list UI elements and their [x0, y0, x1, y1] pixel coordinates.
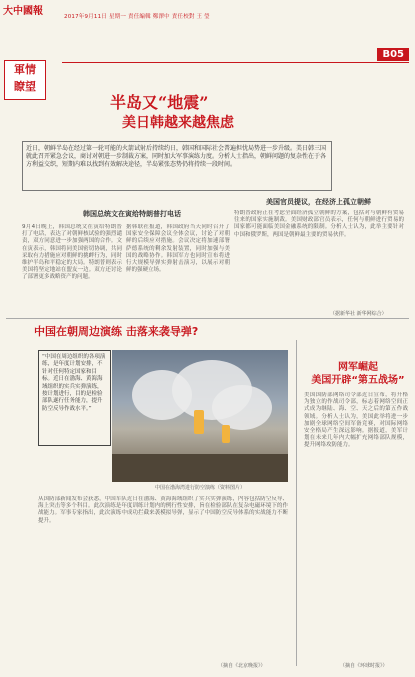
column-label-line1: 軍情 — [14, 63, 36, 76]
newspaper-logo: 大中國報 — [3, 6, 43, 17]
second-story-body: 从国防部新闻发布会获悉，中国军队近日在渤海、黄海海域组织了实兵实弹演练，内容包括防空反导、海上突击等多个科目。此次演练是年度训练计划内的例行性安排，旨在检验部队在复杂电磁环境下的作战能力。军事专家指出，此次演练中成功拦截来袭模拟导弹，显示了中国防空反导体系的实战能力不断提升。 — [38, 496, 288, 524]
subhead-us-isolation: 美国官员提议，在经济上孤立朝鲜 — [266, 198, 371, 206]
main-subheadline: 美日韩越来越焦虑 — [122, 115, 234, 131]
column-label — [4, 60, 46, 100]
third-headline-line2: 美国开辟“第五战场” — [311, 375, 405, 386]
section-divider — [6, 318, 409, 319]
page-number: B05 — [377, 48, 409, 61]
column-divider — [296, 340, 297, 666]
article-column-right: 特朗普政府正在考虑全面经济孤立朝鲜的方案，包括对与朝鲜有贸易往来的国家实施制裁。美国财政部官员表示，任何与朝鲜进行贸易的国家都可能面临美国金融系统的限制。分析人士认为，此举主要针对中国和俄罗斯，两国是朝鲜最主要的贸易伙伴。 — [234, 210, 404, 238]
column-label-line2: 瞭望 — [14, 80, 36, 93]
article-column-left: 9月4日晚上，韩国总统文在寅给特朗普打了电话，表达了对朝鲜核试验的强烈谴责，双方同意进一步加强两国的合作。文在寅表示，韩国将同美国密切协调，共同采取有力措施应对朝鲜的挑衅行为，同时维护半岛和平稳定的大局。特朗普则表示美国将坚定地站在盟友一边。双方还讨论了部署更多战略资产的问题。 — [22, 224, 122, 281]
third-story-body: 美国国防部网络司令部近日宣布，将升格为独立的作战司令部，标志着网络空间正式成为继陆、海、空、天之后的第五作战领域。分析人士认为，美国此举将进一步加剧全球网络空间军备竞赛，对国际网络安全格局产生深远影响。据报道，美军计划在未来几年内大幅扩充网络部队规模，提升网络攻防能力。 — [304, 392, 408, 449]
page-meta: 2017年9月11日 星期一 責任編輯 鄭澤中 責任校對 王 瑩 — [64, 14, 210, 20]
main-story-source: （据新华社 新华网综合） — [330, 311, 387, 317]
photo-caption: 中国在渤海湾进行防空演练（资料图片） — [154, 485, 245, 491]
third-headline — [306, 361, 410, 387]
lead-paragraph: 近日，朝鲜半岛在经过第一轮可能的火箭试射后持续约日，韩国和国际社会普遍担忧局势进一步升级。美日韩三国就此召开紧急会议，商讨对朝进一步制裁方案，同时加大军事演练力度。分析人士指出，朝鲜问题的复杂性在于各方利益交织，短期内难以找到有效解决途径，半岛紧张态势仍将持续一段时间。 — [22, 141, 332, 191]
second-story-source: （摘自《北京晚报》） — [218, 663, 266, 669]
third-headline-line1: 网军崛起 — [338, 362, 378, 373]
main-headline: 半岛又“地震” — [110, 93, 209, 112]
third-story-source: （摘自《环球时报》） — [340, 663, 388, 669]
missile-launch-photo — [112, 350, 288, 482]
top-rule — [62, 62, 409, 63]
subhead-moon-call: 韩国总统文在寅给特朗普打电话 — [83, 210, 181, 218]
second-headline: 中国在朝周边演练 击落来袭导弹? — [34, 325, 199, 338]
pull-quote: “中国在周边组织的各项演练，是年度计划安排，不针对任何特定国家和目标。近日在渤海、黄海海域组织的实兵实弹演练，按计划进行，目的是检验部队遂行任务能力，提升防空反导作战水平。” — [38, 350, 111, 446]
article-column-mid: 据韩联社报道，韩国政府当天同时召开了国家安全保障会议全体会议，讨论了对朝鲜的后续应对措施。会议决定将加速部署萨德系统的剩余发射装置，同时加强与美国的战略协作。韩国军方也同时宣布将进行大规模导弹实弹射击演习，以展示对朝鲜的强硬立场。 — [126, 224, 230, 274]
